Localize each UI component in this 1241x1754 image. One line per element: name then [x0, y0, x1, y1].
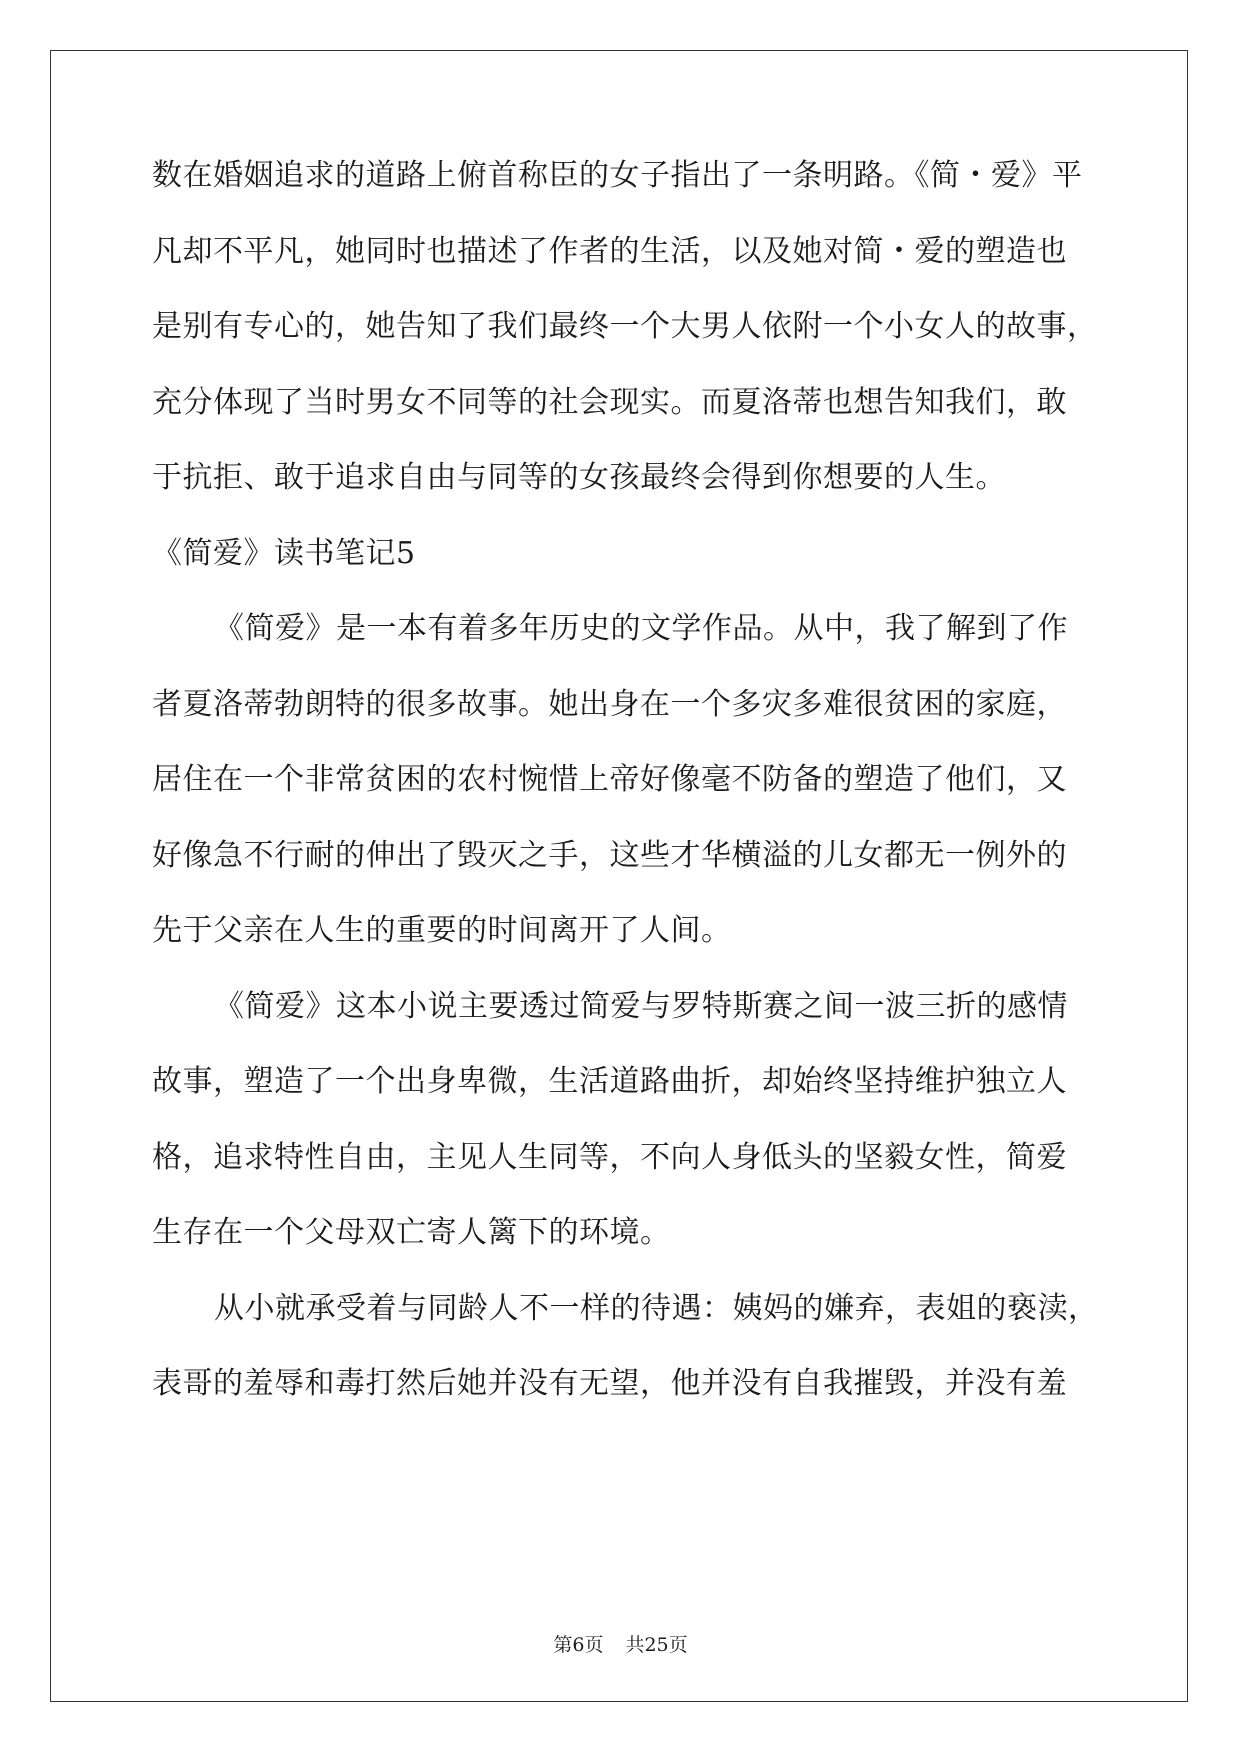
text-line: 凡却不平凡，她同时也描述了作者的生活，以及她对简・爱的塑造也	[152, 233, 1067, 269]
text-line: 故事，塑造了一个出身卑微，生活道路曲折，却始终坚持维护独立人	[152, 1064, 1067, 1099]
text-line: 生存在一个父母双亡寄人篱下的环境。	[152, 1215, 671, 1250]
text-line: 格，追求特性自由，主见人生同等，不向人身低头的坚毅女性，简爱	[152, 1139, 1067, 1175]
page-total: 共25页	[625, 1634, 688, 1656]
text-line: 充分体现了当时男女不同等的社会现实。而夏洛蒂也想告知我们，敢	[152, 384, 1067, 420]
paragraph-first-line: 《简爱》是一本有着多年历史的文学作品。从中，我了解到了作	[214, 611, 1068, 646]
document-body	[152, 160, 1112, 1444]
text-line: 于抗拒、敢于追求自由与同等的女孩最终会得到你想要的人生。	[152, 460, 1006, 495]
page-footer	[0, 1630, 1241, 1657]
paragraph-first-line: 从小就承受着与同龄人不一样的待遇：姨妈的嫌弃，表姐的亵渎，	[214, 1290, 1099, 1326]
text-line: 者夏洛蒂勃朗特的很多故事。她出身在一个多灾多难很贫困的家庭，	[152, 686, 1067, 722]
paragraph-first-line: 《简爱》这本小说主要透过简爱与罗特斯赛之间一波三折的感情	[214, 988, 1068, 1024]
text-line: 数在婚姻追求的道路上俯首称臣的女子指出了一条明路。《简・爱》平	[152, 158, 1083, 193]
text-line: 居住在一个非常贫困的农村惋惜上帝好像毫不防备的塑造了他们，又	[152, 762, 1067, 797]
section-heading: 《简爱》读书笔记5	[152, 535, 416, 571]
text-line: 先于父亲在人生的重要的时间离开了人间。	[152, 913, 732, 948]
text-line: 好像急不行耐的伸出了毁灭之手，这些才华横溢的儿女都无一例外的	[152, 837, 1067, 873]
text-line: 是别有专心的，她告知了我们最终一个大男人依附一个小女人的故事，	[152, 309, 1098, 344]
text-line: 表哥的羞辱和毒打然后她并没有无望，他并没有自我摧毁，并没有羞	[152, 1366, 1067, 1401]
page-number: 第6页	[553, 1634, 604, 1656]
